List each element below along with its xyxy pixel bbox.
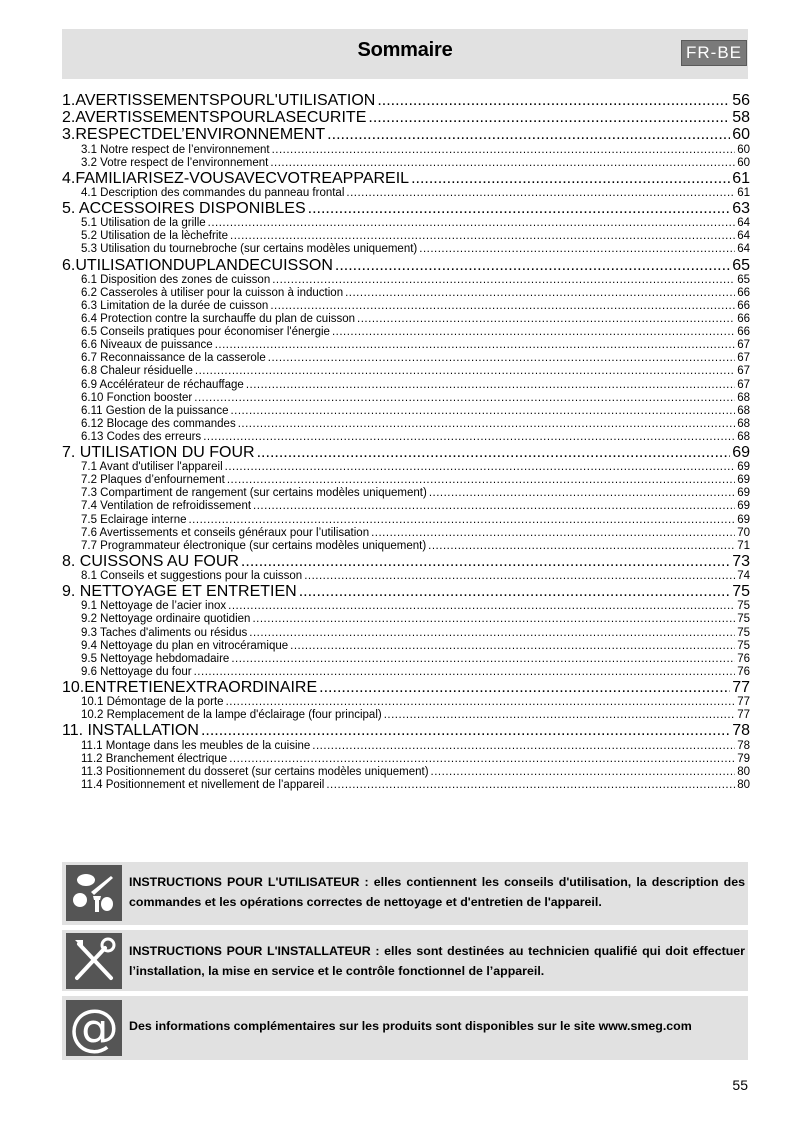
toc-section	[62, 570, 750, 583]
toc-label: 11. INSTALLATION	[62, 722, 199, 740]
toc-chapter	[62, 553, 750, 570]
toc-page-number: 69	[737, 487, 750, 500]
toc-leader-dots	[231, 653, 735, 666]
toc-leader-dots	[188, 514, 735, 527]
installer-instructions-box	[62, 930, 748, 991]
toc-leader-dots	[252, 613, 735, 626]
toc-label: 6.UTILISATIONDUPLANDECUISSON	[62, 256, 333, 274]
toc-leader-dots	[384, 709, 735, 722]
toc-label: 10.1 Démontage de la porte	[81, 696, 224, 709]
toc-label: 9.6 Nettoyage du four	[81, 665, 192, 678]
toc-label: 6.13 Codes des erreurs	[81, 430, 202, 443]
toc-leader-dots	[270, 300, 735, 313]
toc-label: 10.ENTRETIENEXTRAORDINAIRE	[62, 678, 318, 696]
toc-page-number: 75	[737, 613, 750, 626]
toc-page-number: 77	[737, 696, 750, 709]
toc-page-number: 67	[737, 365, 750, 378]
toc-page-number: 67	[737, 352, 750, 365]
toc-chapter	[62, 679, 750, 696]
toc-label: 6.3 Limitation de la durée de cuisson	[81, 299, 269, 312]
toc-leader-dots	[241, 553, 730, 570]
toc-section	[62, 365, 750, 378]
toc-chapter	[62, 583, 750, 600]
toc-page-number: 60	[737, 143, 750, 156]
toc-section	[62, 627, 750, 640]
page-title: Sommaire	[357, 39, 453, 61]
toc-label: 6.6 Niveaux de puissance	[81, 339, 213, 352]
toc-page-number: 61	[737, 187, 750, 199]
toc-label: 11.3 Positionnement du dosseret (sur certains modèles uniquement)	[81, 765, 429, 778]
toc-label: 11.1 Montage dans les meubles de la cuisine	[81, 739, 311, 752]
toc-page-number: 69	[737, 500, 750, 513]
toc-label: 5.2 Utilisation de la lèchefrite	[81, 230, 229, 243]
toc-label: 7.4 Ventilation de refroidissement	[81, 500, 252, 513]
toc-section	[62, 696, 750, 709]
toc-label: 2.AVERTISSEMENTSPOURLASECURITE	[62, 109, 367, 127]
toc-section	[62, 379, 750, 392]
toc-section	[62, 392, 750, 405]
toc-label: 6.8 Chaleur résiduelle	[81, 365, 193, 378]
toc-chapter	[62, 170, 750, 187]
toc-page-number: 74	[737, 570, 750, 583]
toc-chapter	[62, 722, 750, 739]
toc-leader-dots	[225, 461, 736, 474]
toc-leader-dots	[429, 487, 735, 500]
toc-label: 6.4 Protection contre la surchauffe du plan de cuisson	[81, 313, 356, 326]
toc-page-number: 80	[737, 765, 750, 778]
web-info-box	[62, 996, 748, 1060]
toc-section	[62, 313, 750, 326]
toc-page-number: 66	[737, 313, 750, 326]
toc-label: 6.9 Accélérateur de réchauffage	[81, 378, 244, 391]
toc-page-number: 60	[737, 156, 750, 169]
toc-section	[62, 613, 750, 626]
toc-label: 5.3 Utilisation du tournebroche (sur certains modèles uniquement)	[81, 243, 418, 256]
chef-icon	[66, 865, 122, 921]
toc-section	[62, 230, 750, 243]
toc-section	[62, 527, 750, 540]
toc-leader-dots	[249, 627, 735, 640]
toc-leader-dots	[419, 243, 735, 256]
toc-page-number: 75	[737, 600, 750, 613]
toc-label: 6.1 Disposition des zones de cuisson	[81, 273, 271, 286]
toc-leader-dots	[227, 474, 735, 487]
toc-page-number: 66	[737, 326, 750, 339]
header-bar	[62, 29, 748, 79]
toc-page-number: 61	[732, 169, 750, 187]
toc-label: 7. UTILISATION DU FOUR	[62, 444, 255, 461]
toc-leader-dots	[194, 666, 736, 679]
toc-section	[62, 352, 750, 365]
toc-chapter	[62, 109, 750, 126]
toc-label: 4.1 Description des commandes du panneau frontal	[81, 187, 345, 199]
toc-leader-dots	[290, 640, 735, 653]
user-instructions-box	[62, 862, 748, 925]
toc-leader-dots	[203, 431, 735, 444]
toc-label: 1.AVERTISSEMENTSPOURL'UTILISATION	[62, 92, 376, 109]
toc-section	[62, 600, 750, 613]
toc-leader-dots	[228, 600, 735, 613]
toc-label: 10.2 Remplacement de la lampe d'éclairage (four principal)	[81, 709, 382, 722]
toc-page-number: 80	[737, 778, 750, 791]
toc-label: 3.RESPECTDEL’ENVIRONNEMENT	[62, 126, 326, 144]
toc-section	[62, 653, 750, 666]
toc-page-number: 69	[737, 461, 750, 474]
toc-label: 7.7 Programmateur électronique (sur certains modèles uniquement)	[81, 539, 427, 552]
toc-label: 7.3 Compartiment de rangement (sur certains modèles uniquement)	[81, 487, 427, 500]
toc-label: 9.2 Nettoyage ordinaire quotidien	[81, 613, 251, 626]
toc-leader-dots	[332, 326, 735, 339]
toc-leader-dots	[371, 527, 735, 540]
toc-leader-dots	[304, 570, 735, 583]
toc-page-number: 60	[732, 126, 750, 144]
toc-page-number: 75	[737, 639, 750, 652]
toc-label: 7.2 Plaques d’enfournement	[81, 474, 225, 487]
toc-leader-dots	[368, 109, 730, 126]
toc-page-number: 64	[737, 230, 750, 243]
toc-page-number: 67	[737, 378, 750, 391]
toc-section	[62, 461, 750, 474]
toc-label: 7.5 Éclairage interne	[81, 513, 187, 526]
toc-page-number: 75	[737, 626, 750, 639]
toc-page-number: 65	[732, 256, 750, 274]
toc-section	[62, 500, 750, 513]
toc-section	[62, 326, 750, 339]
toc-page-number: 66	[737, 299, 750, 312]
toc-label: 3.1 Notre respect de l’environnement	[81, 143, 270, 156]
toc-leader-dots	[335, 257, 730, 274]
toc-page-number: 58	[732, 109, 750, 127]
toc-label: 6.12 Blocage des commandes	[81, 417, 236, 430]
toc-section	[62, 474, 750, 487]
toc-leader-dots	[208, 217, 736, 230]
toc-leader-dots	[215, 339, 736, 352]
toc-leader-dots	[246, 379, 735, 392]
toc-section	[62, 540, 750, 553]
toc-page-number: 67	[737, 339, 750, 352]
toc-label: 9.4 Nettoyage du plan en vitrocéramique	[81, 639, 289, 652]
page-number: 55	[732, 1077, 748, 1093]
toc-section	[62, 300, 750, 313]
toc-leader-dots	[201, 722, 730, 739]
toc-leader-dots	[272, 274, 735, 287]
toc-label: 6.2 Casseroles à utiliser pour la cuisson à induction	[81, 286, 344, 299]
language-badge: FR-BE	[681, 40, 747, 66]
toc-section	[62, 779, 750, 792]
toc-label: 3.2 Votre respect de l’environnement	[81, 156, 269, 169]
toc-label: 9.5 Nettoyage hebdomadaire	[81, 652, 230, 665]
toc-page-number: 70	[737, 526, 750, 539]
toc-leader-dots	[226, 696, 736, 709]
toc-leader-dots	[253, 500, 735, 513]
user-instructions-text: INSTRUCTIONS POUR L'UTILISATEUR : elles contiennent les conseils d'utilisation, la description des commandes et les opérations correctes de nettoyage et d'entretien de l'appareil.	[129, 875, 745, 909]
toc-page-number: 68	[737, 404, 750, 417]
toc-label: 9. NETTOYAGE ET ENTRETIEN	[62, 583, 297, 601]
toc-leader-dots	[345, 287, 735, 300]
toc-leader-dots	[268, 352, 735, 365]
toc-label: 5.1 Utilisation de la grille	[81, 217, 206, 230]
toc-section	[62, 217, 750, 230]
toc-leader-dots	[312, 740, 735, 753]
toc-page-number: 68	[737, 391, 750, 404]
toc-section	[62, 339, 750, 352]
toc-leader-dots	[431, 766, 736, 779]
toc-label: 11.2 Branchement électrique	[81, 752, 228, 765]
toc-leader-dots	[270, 157, 735, 170]
toc-chapter	[62, 92, 750, 109]
toc-section	[62, 666, 750, 679]
toc-page-number: 69	[737, 513, 750, 526]
toc-page-number: 76	[737, 665, 750, 678]
toc-page-number: 64	[737, 217, 750, 230]
toc-section	[62, 640, 750, 653]
toc-leader-dots	[230, 230, 735, 243]
toc-leader-dots	[377, 92, 730, 109]
installer-instructions-text: INSTRUCTIONS POUR L'INSTALLATEUR : elles sont destinées au technicien qualifié qui doit effectuer l’installation, la mise en service et le contrôle fonctionnel de l’appareil.	[129, 944, 745, 978]
toc-page-number: 77	[732, 678, 750, 696]
table-of-contents	[62, 92, 750, 792]
web-info-text: Des informations complémentaires sur les produits sont disponibles sur le site www.smeg.com	[129, 1019, 692, 1033]
toc-chapter	[62, 444, 750, 461]
toc-label: 8. CUISSONS AU FOUR	[62, 552, 239, 570]
toc-label: 8.1 Conseils et suggestions pour la cuisson	[81, 570, 303, 583]
toc-page-number: 73	[732, 552, 750, 570]
toc-leader-dots	[194, 392, 735, 405]
tools-icon	[66, 933, 122, 989]
toc-label: 6.5 Conseils pratiques pour économiser l'énergie	[81, 326, 330, 339]
toc-page-number: 71	[737, 539, 750, 552]
toc-leader-dots	[411, 170, 730, 187]
toc-section	[62, 487, 750, 500]
toc-section	[62, 243, 750, 256]
toc-section	[62, 753, 750, 766]
toc-leader-dots	[238, 418, 735, 431]
toc-label: 4.FAMILIARISEZ-VOUSAVECVOTREAPPAREIL	[62, 169, 410, 187]
toc-leader-dots	[319, 679, 730, 696]
toc-page-number: 79	[737, 752, 750, 765]
toc-section	[62, 709, 750, 722]
toc-leader-dots	[229, 753, 735, 766]
toc-page-number: 68	[737, 417, 750, 430]
toc-section	[62, 187, 750, 200]
toc-page-number: 69	[737, 474, 750, 487]
toc-label: 11.4 Positionnement et nivellement de l’appareil	[81, 778, 325, 791]
toc-label: 6.11 Gestion de la puissance	[81, 404, 229, 417]
toc-leader-dots	[357, 313, 735, 326]
toc-label: 9.1 Nettoyage de l’acier inox	[81, 600, 227, 613]
toc-leader-dots	[308, 200, 731, 217]
toc-section	[62, 431, 750, 444]
toc-page-number: 68	[737, 430, 750, 443]
toc-leader-dots	[428, 540, 735, 553]
toc-section	[62, 418, 750, 431]
toc-leader-dots	[257, 444, 731, 461]
toc-section	[62, 144, 750, 157]
toc-label: 5. ACCESSOIRES DISPONIBLES	[62, 200, 306, 218]
toc-label: 7.6 Avertissements et conseils généraux pour l’utilisation	[81, 526, 370, 539]
toc-label: 9.3 Taches d'aliments ou résidus	[81, 626, 248, 639]
toc-leader-dots	[195, 365, 735, 378]
toc-page-number: 69	[732, 444, 750, 461]
toc-chapter	[62, 200, 750, 217]
toc-chapter	[62, 257, 750, 274]
at-sign-icon: @	[66, 1000, 122, 1056]
toc-label: 6.7 Reconnaissance de la casserole	[81, 352, 266, 365]
toc-leader-dots	[327, 126, 730, 143]
toc-page-number: 65	[737, 273, 750, 286]
toc-section	[62, 740, 750, 753]
toc-page-number: 78	[737, 739, 750, 752]
toc-section	[62, 405, 750, 418]
toc-page-number: 78	[732, 722, 750, 740]
toc-section	[62, 287, 750, 300]
toc-section	[62, 514, 750, 527]
toc-leader-dots	[230, 405, 735, 418]
toc-section	[62, 157, 750, 170]
toc-leader-dots	[272, 144, 736, 157]
toc-page-number: 63	[732, 200, 750, 218]
toc-label: 6.10 Fonction booster	[81, 391, 193, 404]
toc-page-number: 76	[737, 652, 750, 665]
toc-page-number: 77	[737, 709, 750, 722]
toc-leader-dots	[326, 779, 735, 792]
toc-page-number: 56	[732, 92, 750, 109]
toc-page-number: 66	[737, 286, 750, 299]
toc-section	[62, 766, 750, 779]
toc-chapter	[62, 126, 750, 143]
toc-page-number: 64	[737, 243, 750, 256]
toc-page-number: 75	[732, 583, 750, 601]
toc-label: 7.1 Avant d'utiliser l'appareil	[81, 461, 223, 474]
toc-leader-dots	[346, 187, 735, 200]
toc-section	[62, 274, 750, 287]
toc-leader-dots	[299, 583, 730, 600]
